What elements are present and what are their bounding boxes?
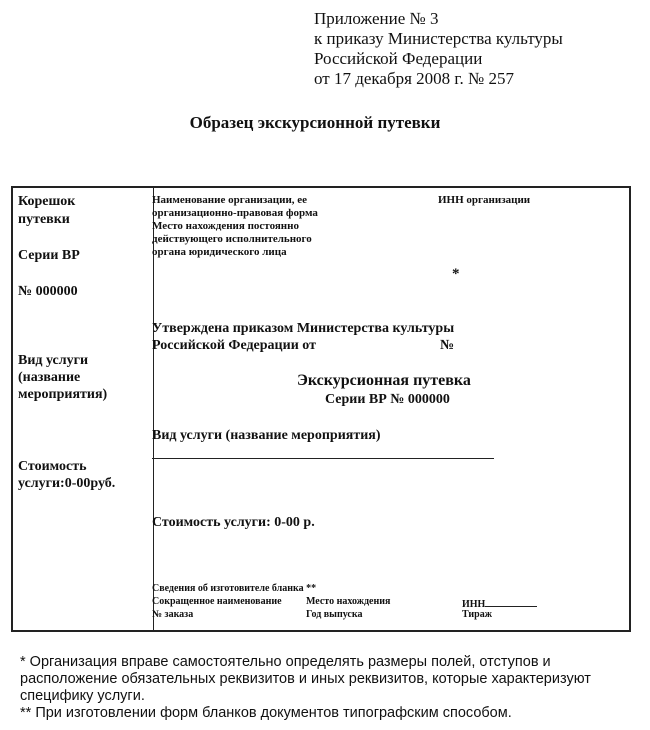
voucher-title: Экскурсионная путевка <box>297 372 471 389</box>
manufacturer-year: Год выпуска <box>306 609 363 620</box>
service-label: Вид услуги (название мероприятия) <box>152 428 381 443</box>
voucher-form <box>11 186 631 632</box>
stub-service-1: Вид услуги <box>18 353 89 368</box>
stub-series: Серии ВР <box>18 248 80 263</box>
footnotes <box>20 654 630 722</box>
approval-line-1: Утверждена приказом Министерства культуры <box>152 321 455 336</box>
header-line: от 17 декабря 2008 г. № 257 <box>314 69 514 88</box>
stub-cost-1: Стоимость <box>18 459 87 474</box>
manufacturer-inn-label: ИНН <box>462 599 486 610</box>
stub-cost-2: услуги:0-00руб. <box>18 476 116 491</box>
manufacturer-inn <box>462 596 537 610</box>
footnote-line: специфику услуги. <box>20 688 145 704</box>
stub-number: № 000000 <box>18 284 78 299</box>
approval-line-2: Российской Федерации от <box>152 338 316 353</box>
asterisk-mark: * <box>452 266 460 282</box>
footnote-line: ** При изготовлении форм бланков документов типографским способом. <box>20 705 512 721</box>
appendix-header <box>314 9 563 89</box>
manufacturer-run: Тираж <box>462 609 492 620</box>
org-line: Наименование организации, ее <box>152 194 308 206</box>
inn-fill-line <box>485 596 537 607</box>
stub-service-2: (название <box>18 370 81 385</box>
service-fill-line <box>152 458 494 459</box>
org-inn-label: ИНН организации <box>438 194 531 206</box>
footnote-line: * Организация вправе самостоятельно определять размеры полей, отступов и <box>20 654 551 670</box>
org-line: Место нахождения постоянно <box>152 220 299 232</box>
org-line: действующего исполнительного <box>152 233 312 245</box>
org-line: органа юридического лица <box>152 246 287 258</box>
document-title: Образец экскурсионной путевки <box>189 113 441 132</box>
stub-title-2: путевки <box>18 212 70 227</box>
footnote-line: расположение обязательных реквизитов и иных реквизитов, которые характеризуют <box>20 671 591 687</box>
voucher-series: Серии ВР № 000000 <box>325 392 450 407</box>
org-name-label <box>152 194 318 259</box>
stub-title-1: Корешок <box>18 194 76 209</box>
manufacturer-heading: Сведения об изготовителе бланка ** <box>152 583 317 594</box>
header-line: Приложение № 3 <box>314 9 439 28</box>
manufacturer-short-name: Сокращенное наименование <box>152 596 282 607</box>
header-line: Российской Федерации <box>314 49 483 68</box>
manufacturer-location: Место нахождения <box>306 596 391 607</box>
manufacturer-order: № заказа <box>152 609 194 620</box>
cost-label: Стоимость услуги: 0-00 р. <box>152 515 315 530</box>
approval-number-sign: № <box>440 338 455 353</box>
header-line: к приказу Министерства культуры <box>314 29 563 48</box>
stub-service-3: мероприятия) <box>18 387 108 402</box>
org-line: организационно-правовая форма <box>152 207 318 219</box>
